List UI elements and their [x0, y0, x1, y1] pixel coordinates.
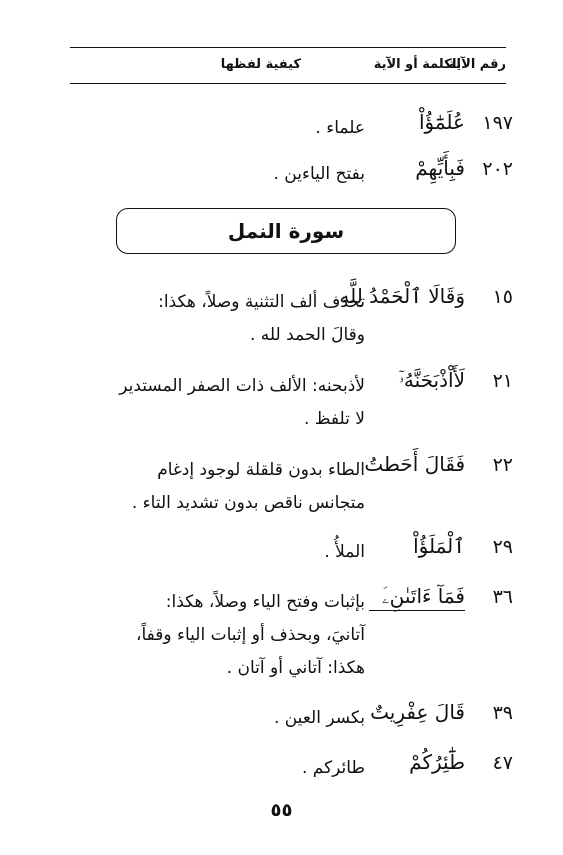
table-row: [43, 584, 513, 678]
pronunciation-line: متجانس ناقص بدون تشديد التاء .: [131, 493, 365, 513]
table-row: [43, 752, 513, 792]
verse-number: ٣٩: [492, 702, 513, 724]
pronunciation-note: [39, 536, 365, 569]
pronunciation-line: تحذف ألف التثنية وصلاً، هكذا:: [158, 292, 365, 312]
table-row: [43, 702, 513, 742]
verse-number: ٢١: [492, 370, 513, 392]
verse-number: ٤٧: [492, 752, 513, 774]
table-row: [43, 112, 513, 152]
pronunciation-note: [39, 702, 365, 735]
quran-word: فَقَالَ أَحَطتُ: [364, 452, 465, 476]
table-row: [43, 284, 513, 345]
pronunciation-line: لا تلفظ .: [303, 409, 365, 429]
verse-number: ٢٠٢: [482, 158, 513, 180]
pronunciation-note: [39, 158, 365, 191]
quran-word: ٱلْمَلَؤُاْ: [413, 534, 465, 558]
pronunciation-line: بفتح الياءين .: [273, 164, 365, 184]
surah-title-box: [116, 208, 456, 254]
header-col-number: رقم الآية: [448, 57, 506, 72]
header-top-rule: [70, 47, 506, 48]
pronunciation-line: علماء .: [315, 118, 365, 138]
pronunciation-line: لأذبحنه: الألف ذات الصفر المستدير: [119, 376, 365, 396]
pronunciation-line: الطاء بدون قلقلة لوجود إدغام: [157, 460, 365, 480]
pronunciation-line: طائركم .: [301, 758, 365, 778]
quran-word: طَٰٓئِرُكُمْ: [409, 750, 465, 774]
pronunciation-line: وقالَ الحمد لله .: [249, 325, 365, 345]
header-col-pronunciation: كيفية لفظها: [220, 57, 301, 72]
verse-number: ٢٩: [492, 536, 513, 558]
surah-title: سورة النمل: [227, 219, 345, 243]
table-row: [43, 368, 513, 429]
verse-number: ٣٦: [492, 586, 513, 608]
pronunciation-line: آتانيَ، وبحذف أو إثبات الياء وقفاً،: [135, 625, 365, 645]
table-row: [43, 452, 513, 513]
pronunciation-note: [39, 370, 365, 436]
table-row: [43, 536, 513, 576]
quran-word: وَقَالَا ٱلْحَمْدُ لِلَّهِ: [339, 284, 465, 308]
pronunciation-note: [39, 752, 365, 785]
pronunciation-note: [39, 112, 365, 145]
quran-word: فَمَآ ءَاتَىٰنِۦَ: [369, 584, 465, 611]
verse-number: ١٥: [492, 286, 513, 308]
table-row: [43, 158, 513, 198]
pronunciation-line: الملأُ .: [324, 542, 365, 562]
quran-word: عُلَمَٰٓؤُاْ: [418, 110, 465, 134]
quran-word: لَأَاْذْبَحَنَّهُۥٓ: [398, 368, 465, 392]
quran-word: فَبِأَيِّهِمْ: [415, 156, 465, 180]
pronunciation-note: [39, 586, 365, 685]
header-bottom-rule: [70, 83, 506, 84]
verse-number: ٢٢: [492, 454, 513, 476]
header-col-word: الكلمة أو الآية: [373, 57, 461, 72]
pronunciation-line: بإثبات وفتح الياء وصلاً، هكذا:: [165, 592, 365, 612]
pronunciation-line: هكذا: آتاني أو آتان .: [226, 658, 365, 678]
quran-word: قَالَ عِفْرِيتٌ: [370, 700, 465, 724]
verse-number: ١٩٧: [482, 112, 513, 134]
pronunciation-note: [39, 454, 365, 520]
pronunciation-note: [39, 286, 365, 352]
pronunciation-line: بكسر العين .: [273, 708, 365, 728]
page-number: ٥٥: [270, 800, 293, 821]
